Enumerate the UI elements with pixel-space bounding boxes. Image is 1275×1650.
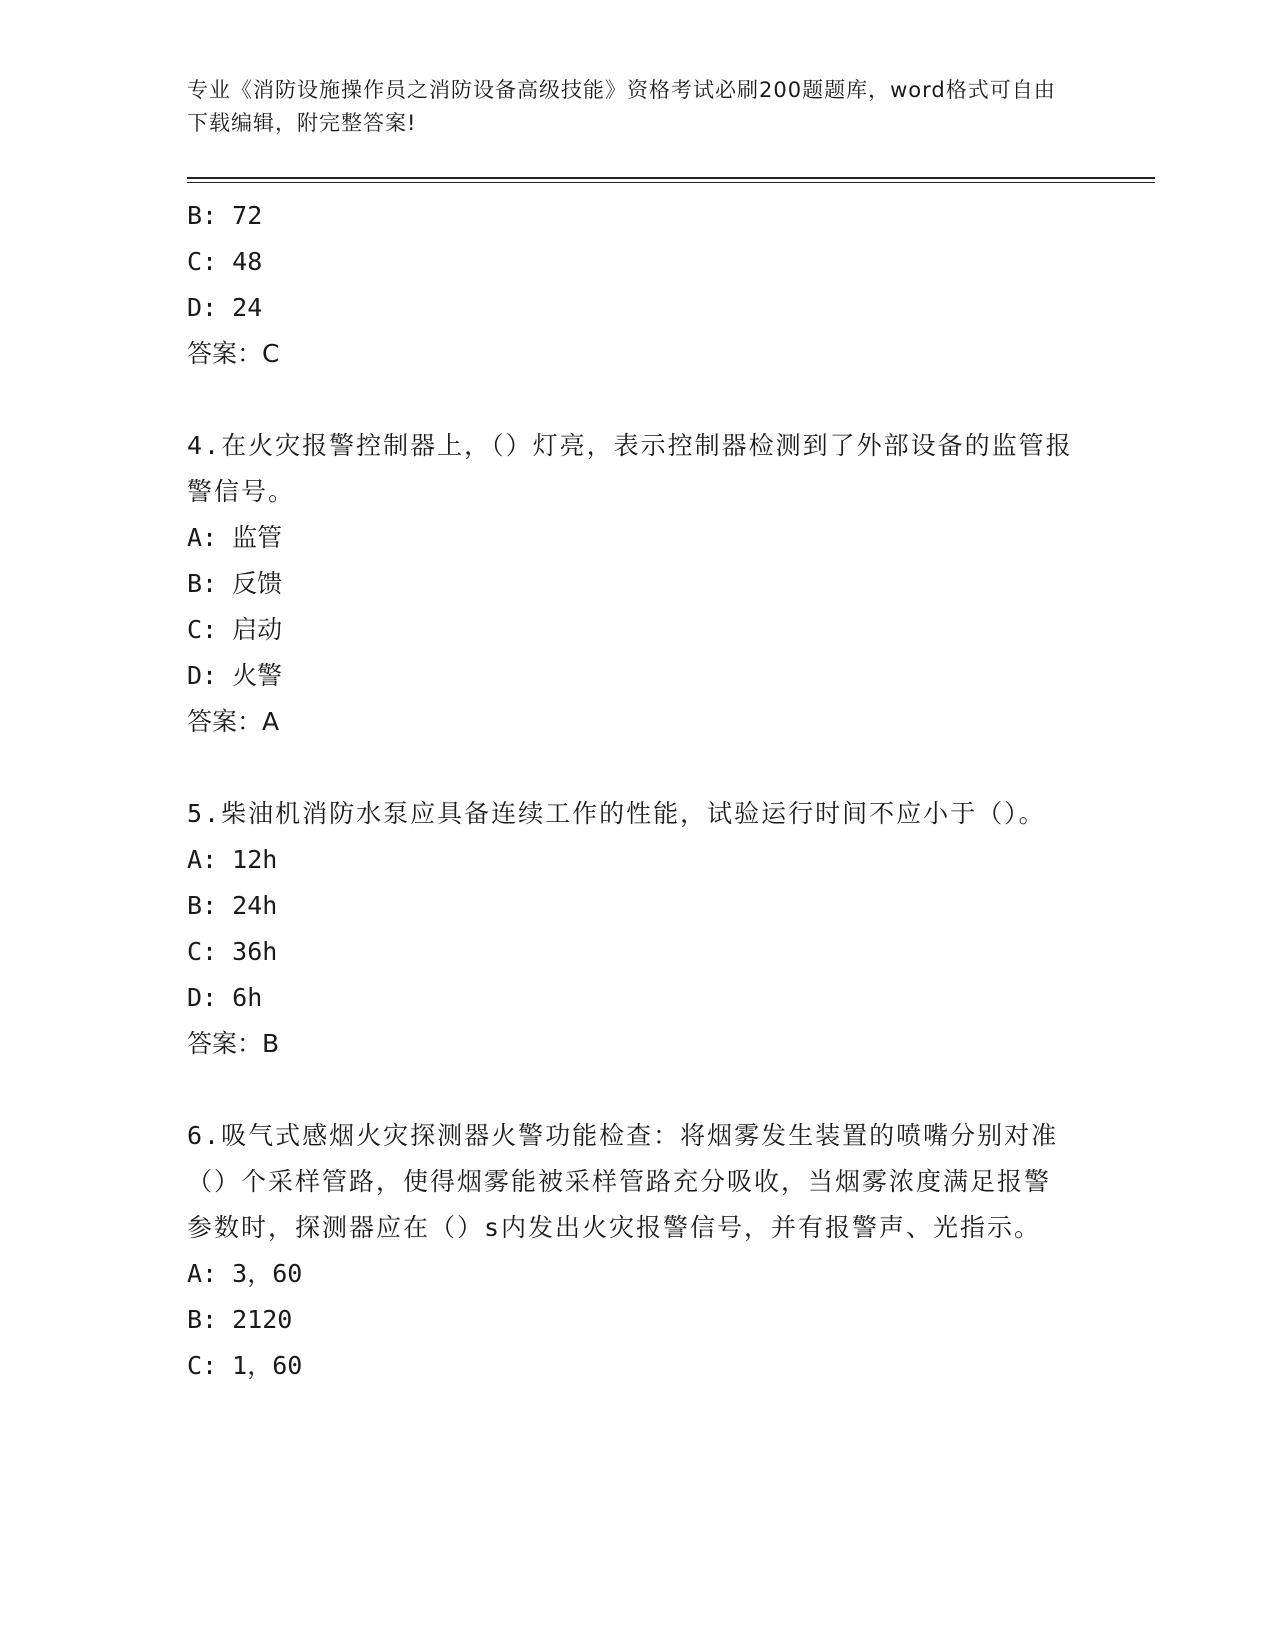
q5-answer: 答案：B [187, 1029, 280, 1058]
q5-option-c: C: 36h [187, 937, 278, 966]
q3-answer: 答案：C [187, 339, 280, 368]
q4-option-c: C: 启动 [187, 615, 283, 644]
q6-option-c: C: 1，60 [187, 1351, 303, 1380]
question-content [187, 193, 1077, 1389]
q3-option-b: B: 72 [187, 201, 263, 230]
q4-option-d: D: 火警 [187, 661, 283, 690]
q6-text: 6.吸气式感烟火灾探测器火警功能检查：将烟雾发生装置的喷嘴分别对准（）个采样管路，使得烟雾能被采样管路充分吸收，当烟雾浓度满足报警参数时，探测器应在（）s内发出火灾报警信号，并有报警声、光指示。 [187, 1121, 1059, 1242]
q4-option-b: B: 反馈 [187, 569, 283, 598]
q4-answer: 答案：A [187, 707, 280, 736]
document-header: 专业《消防设施操作员之消防设备高级技能》资格考试必刷200题题库，word格式可自由下载编辑，附完整答案! [187, 78, 1056, 135]
q6-option-a: A: 3，60 [187, 1259, 303, 1288]
header-rule-thick [187, 177, 1155, 179]
q6-option-b: B: 2120 [187, 1305, 293, 1334]
q5-option-d: D: 6h [187, 983, 263, 1012]
q5-text: 5.柴油机消防水泵应具备连续工作的性能，试验运行时间不应小于（）。 [187, 799, 1046, 828]
header-rule-thin [187, 182, 1155, 183]
q3-option-d: D: 24 [187, 293, 263, 322]
q5-option-b: B: 24h [187, 891, 278, 920]
q3-option-c: C: 48 [187, 247, 263, 276]
q4-option-a: A: 监管 [187, 523, 283, 552]
q5-option-a: A: 12h [187, 845, 278, 874]
q4-text: 4.在火灾报警控制器上，（）灯亮，表示控制器检测到了外部设备的监管报警信号。 [187, 431, 1073, 506]
